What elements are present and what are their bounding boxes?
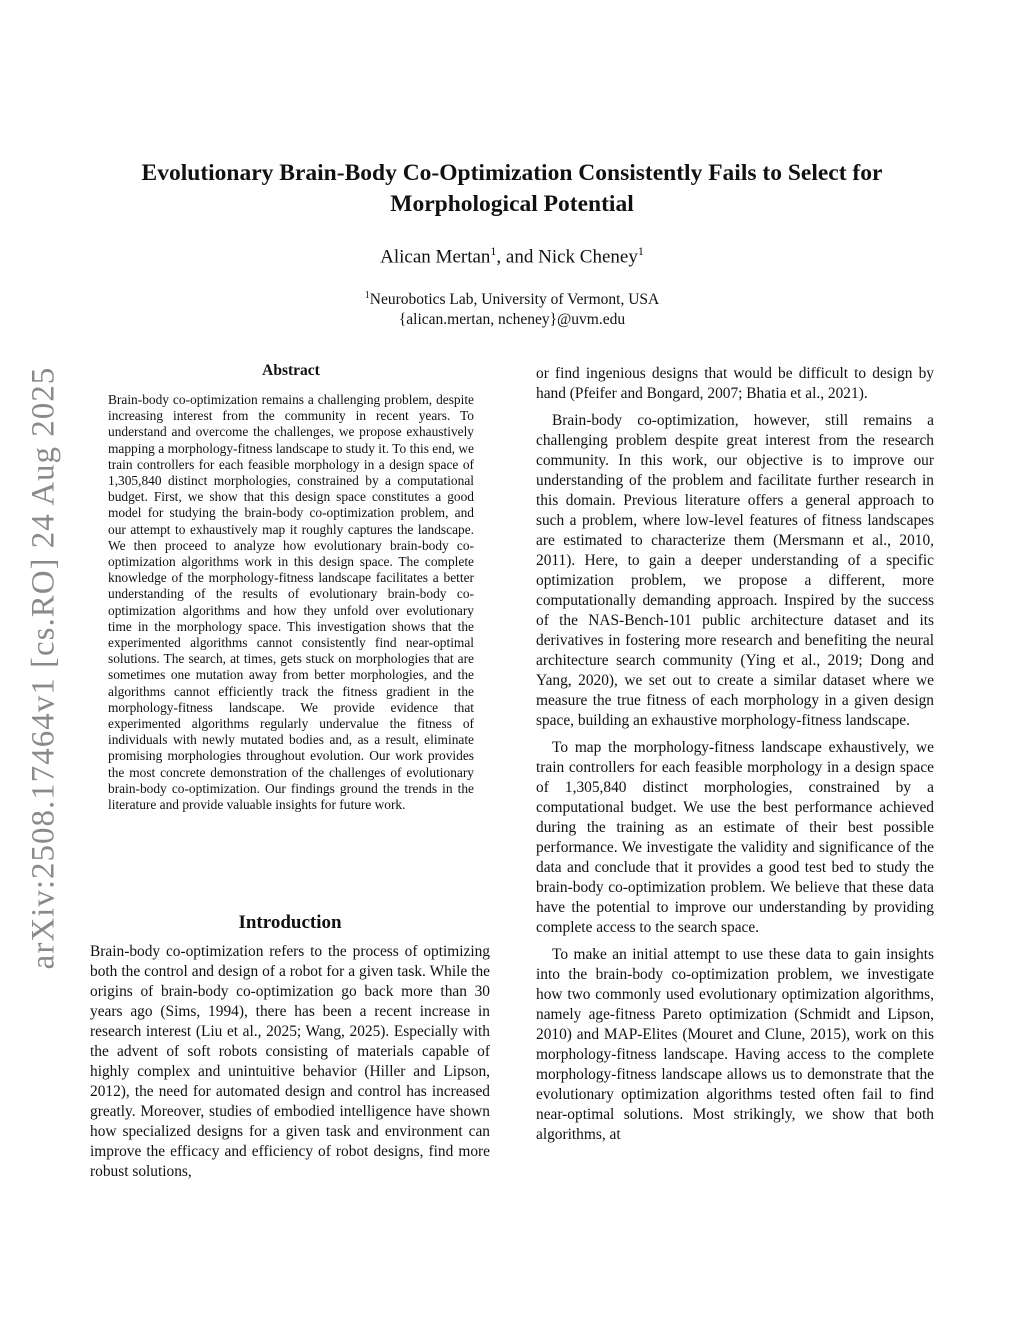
paragraph: Brain-body co-optimization refers to the process of optimizing both the control and design of a robot for a given task. While the origins of brain-body co-optimization go back more than 30 years ago (Sims, 1994), there has been a recent increase in research interest (Liu et al., 2025; Wang, 2025). Especially with the advent of soft robots consisting of materials capable of highly complex and unintuitive behavior (Hiller and Lipson, 2012), the need for automated design and control has increased greatly. Moreover, studies of embodied intelligence have shown how specialized designs for a given task and environment can improve the efficacy and efficiency of robot designs, find more robust solutions, <box>90 943 490 1180</box>
author-name: Nick Cheney <box>538 246 638 268</box>
affiliation-line <box>100 286 924 310</box>
paragraph: To make an initial attempt to use these data to gain insights into the brain-body co-optimization problem, we investigate how two commonly used evolutionary optimization algorithms, namely age-fitness Pareto optimization (Schmidt and Lipson, 2010) and MAP-Elites (Mouret and Clune, 2015), work on this morphology-fitness landscape. Having access to the complete morphology-fitness landscape allows us to demonstrate that the evolutionary optimization algorithms tested often fail to find near-optimal solutions. Most strikingly, we show that both algorithms, at <box>536 946 934 1143</box>
affiliation-mark: 1 <box>490 244 497 258</box>
paragraph: or find ingenious designs that would be difficult to design by hand (Pfeifer and Bongard, 2007; Bhatia et al., 2021). <box>536 365 934 402</box>
right-column <box>536 364 934 1152</box>
paragraph: To map the morphology-fitness landscape exhaustively, we train controllers for each feasible morphology in a design space of 1,305,840 distinct morphologies, constrained by a computational budget. We use the best performance achieved during the training as an estimate of their best possible performance. We investigate the validity and significance of the data and conclude that it provides a good test bed to study the brain-body co-optimization problem. We believe that these data have the potential to improve our understanding by providing complete access to the search space. <box>536 739 934 936</box>
author-separator: , and <box>496 246 539 268</box>
arxiv-identifier: arXiv:2508.17464v1 [cs.RO] 24 Aug 2025 <box>25 366 62 970</box>
author-name: Alican Mertan <box>380 246 491 268</box>
affiliation-block <box>100 286 924 330</box>
email-line: {alican.mertan, ncheney}@uvm.edu <box>398 311 626 329</box>
author-line <box>100 244 924 268</box>
abstract-heading: Abstract <box>262 362 320 379</box>
affiliation-mark: 1 <box>364 290 370 302</box>
paper-title: Evolutionary Brain-Body Co-Optimization Consistently Fails to Select for Morphological Potential <box>141 160 883 217</box>
abstract-section <box>108 362 474 813</box>
paragraph: Brain-body co-optimization, however, still remains a challenging problem despite great interest from the research community. In this work, our objective is to improve our understanding of the problem and facilitate further research in this domain. Previous literature offers a general approach to such a problem, where low-level features of fitness landscapes are estimated to characterize them (Mersmann et al., 2010, 2011). Here, to gain a deeper understanding of a specific optimization problem, we propose a different, more computationally demanding approach. Inspired by the success of the NAS-Bench-101 public architecture dataset and its derivatives in fostering more research and benefiting the neural architecture search community (Ying et al., 2019; Dong and Yang, 2020), we set out to create a similar dataset where we measure the true fitness of each morphology in a given design space, building an exhaustive morphology-fitness landscape. <box>536 412 934 729</box>
abstract-text: Brain-body co-optimization remains a challenging problem, despite increasing interest from the community in recent years. To understand and overcome the challenges, we propose exhaustively mapping a morphology-fitness landscape to study it. To this end, we train controllers for each feasible morphology in a design space of 1,305,840 distinct morphologies, constrained by a computational budget. First, we show that this design space constitutes a good model for studying the brain-body co-optimization problem, and our attempt to exhaustively map it roughly captures the landscape. We then proceed to analyze how evolutionary brain-body co-optimization algorithms work in this design space. The complete knowledge of the morphology-fitness landscape facilitates a better understanding of the results of evolutionary brain-body co-optimization algorithms and how they unfold over evolutionary time in the morphology space. This investigation shows that the experimented algorithms cannot consistently find near-optimal solutions. The search, at times, gets stuck on morphologies that are sometimes one mutation away from better morphologies, and the algorithms cannot efficiently track the fitness gradient in the morphology-fitness landscape. We provide evidence that experimented algorithms regularly undervalue the fitness of individuals with newly mutated bodies and, as a result, eliminate promising morphologies throughout evolution. Our work provides the most concrete demonstration of the challenges of evolutionary brain-body co-optimization. Our findings ground the trends in the literature and provide valuable insights for future work. <box>108 392 474 813</box>
affiliation-text: Neurobotics Lab, University of Vermont, USA <box>369 291 660 309</box>
paper-header <box>100 158 924 330</box>
introduction-section <box>90 912 490 1182</box>
introduction-heading: Introduction <box>238 912 342 933</box>
affiliation-mark: 1 <box>637 244 644 258</box>
